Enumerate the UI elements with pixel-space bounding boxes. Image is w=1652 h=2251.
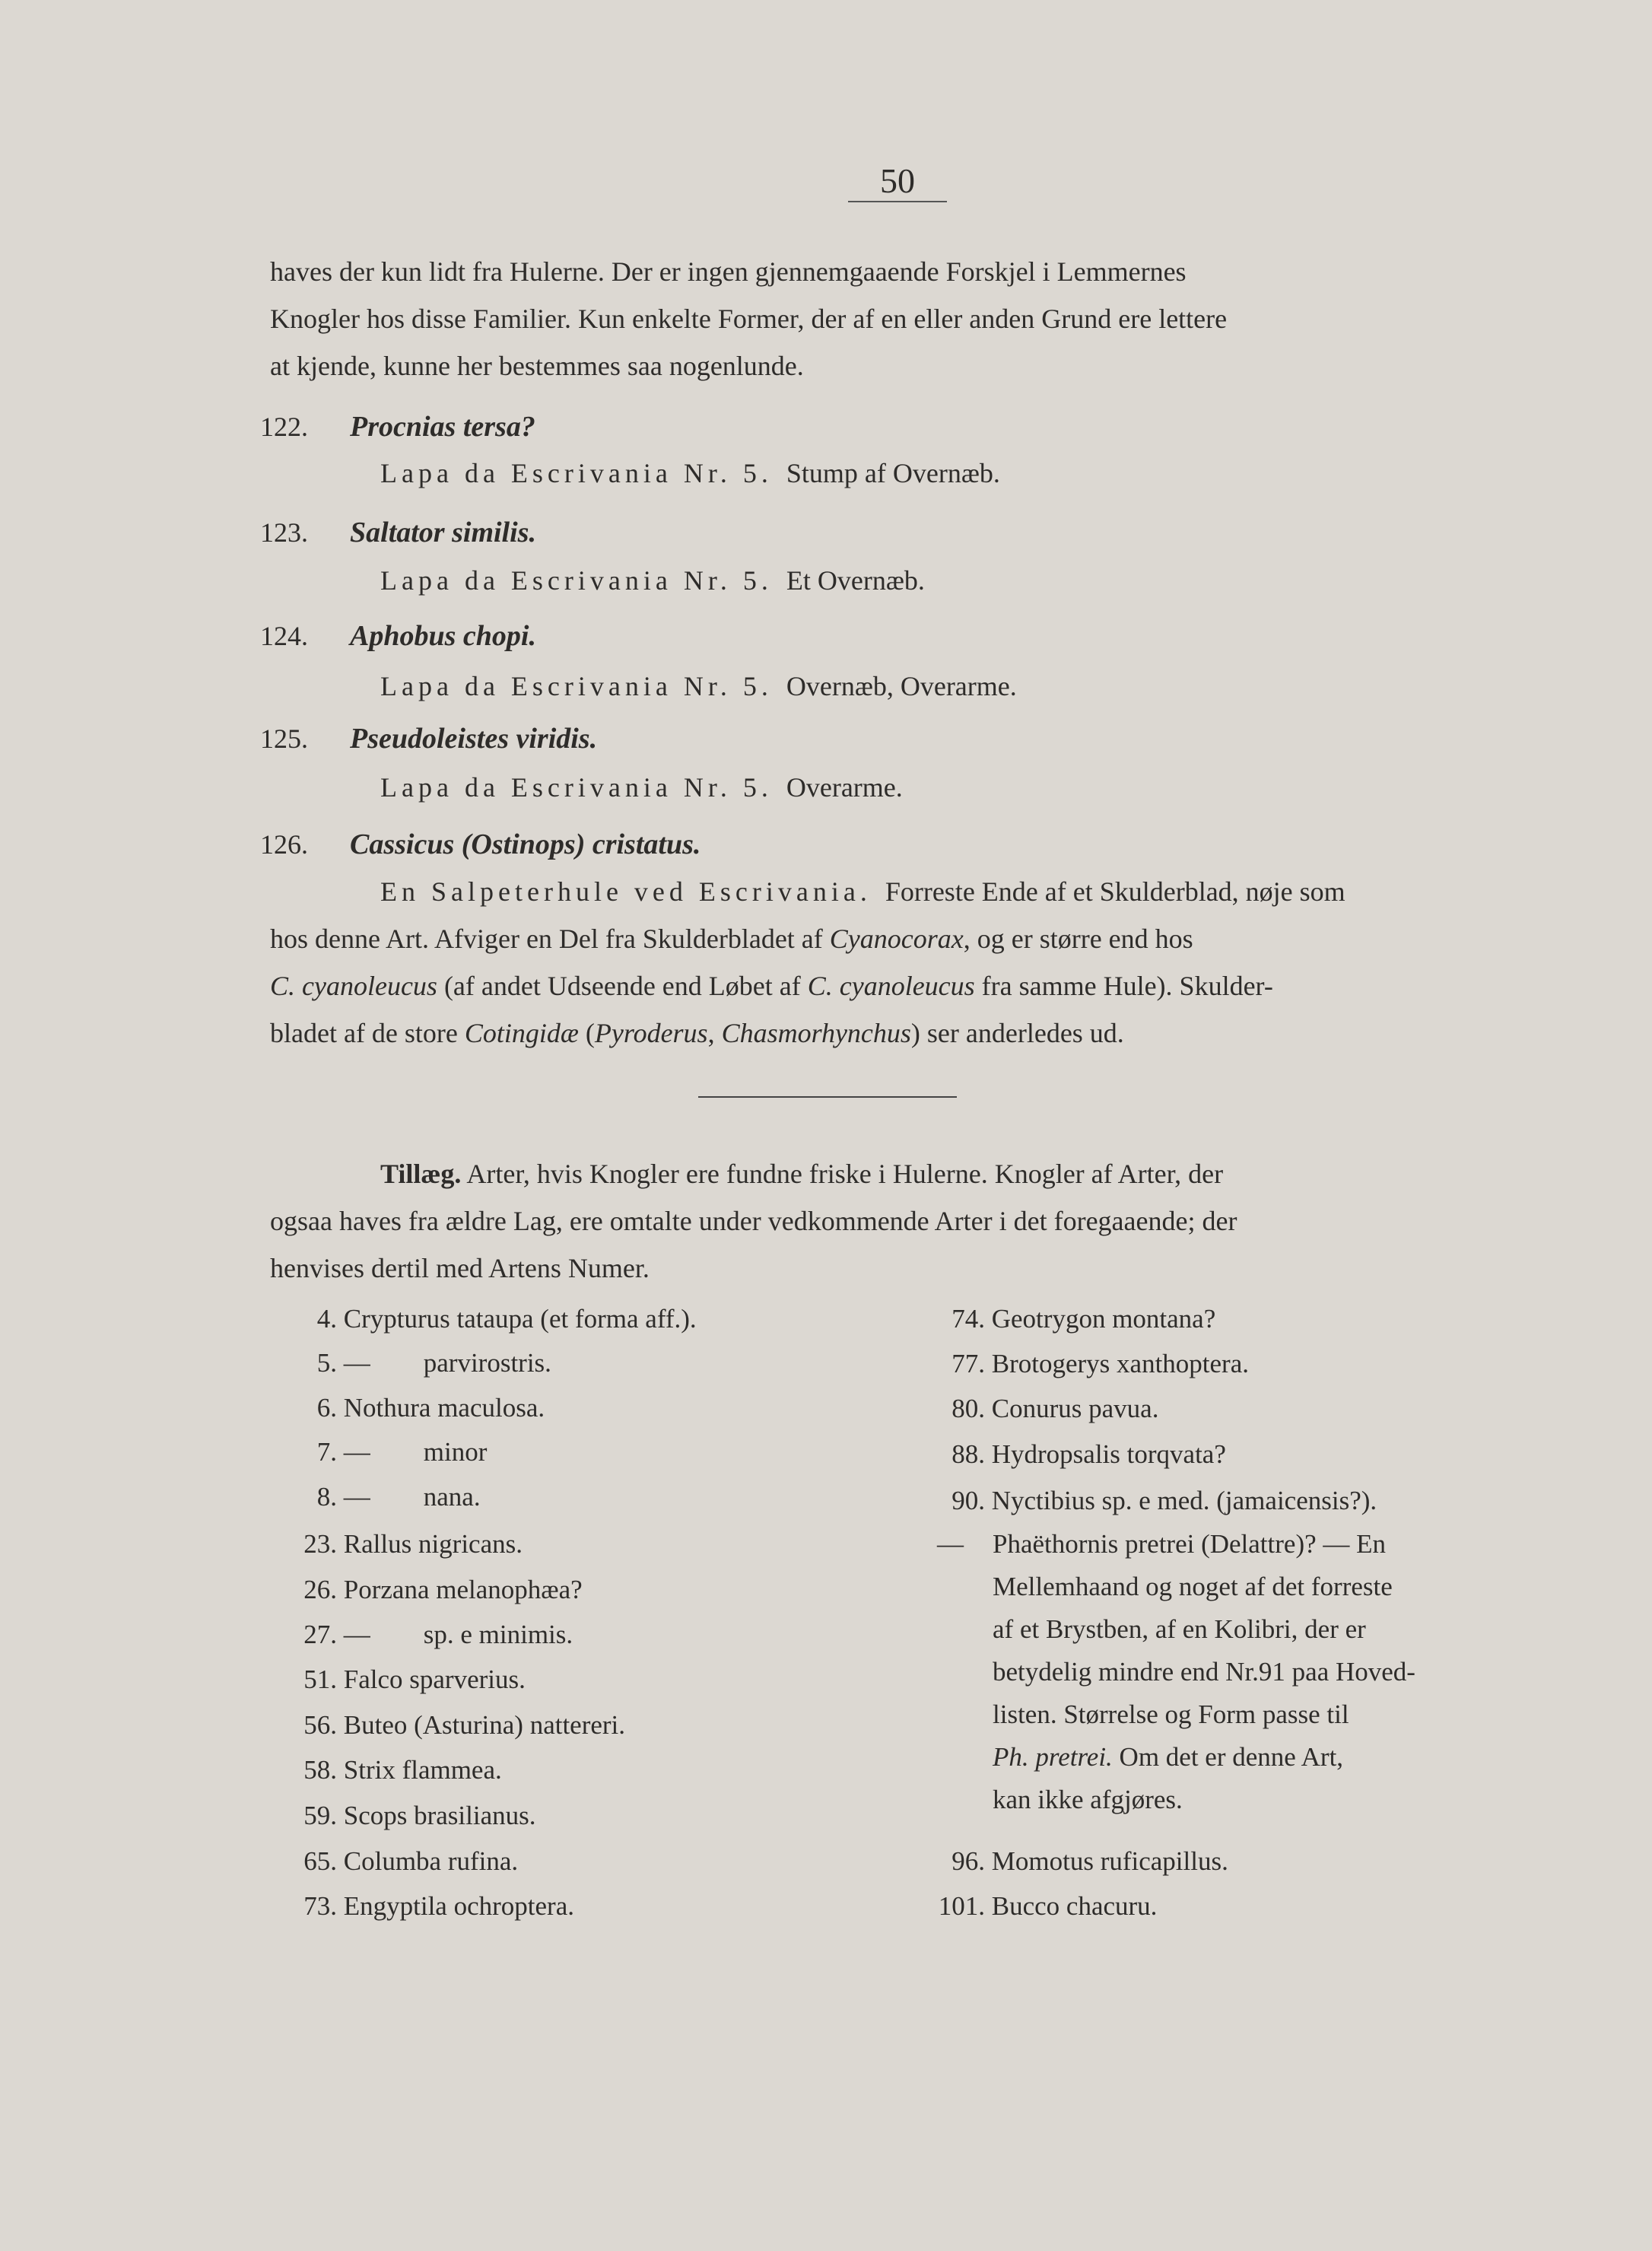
genus-name: Pyroderus (594, 1018, 708, 1048)
locality: En Salpeterhule ved Escrivania. (380, 876, 872, 907)
list-item: 80. Conurus pavua. (951, 1394, 1159, 1423)
list-item: 5. — parvirostris. (316, 1348, 551, 1378)
locality: Lapa da Escrivania Nr. 5. (380, 671, 773, 701)
entry-note (380, 666, 1017, 706)
specimen: Et Overnæb. (786, 565, 925, 596)
list-item: 58. Strix flammea. (303, 1755, 502, 1785)
entry126-text: , og er større end hos (963, 924, 1193, 954)
entry126-text: Forreste Ende af et Skulderblad, nøje som (885, 876, 1345, 907)
entry126-line (270, 1009, 1533, 1057)
specimen: Overarme. (786, 772, 903, 803)
species-name: Aphobus chopi. (350, 620, 536, 652)
note-line: kan ikke afgjøres. (993, 1785, 1183, 1814)
list-item: 101. Bucco chacuru. (938, 1891, 1158, 1921)
species-ref: C. cyanoleucus (270, 971, 437, 1001)
intro-line: haves der kun lidt fra Hulerne. Der er ingen gjennemgaaende Forskjel i Lemmernes (270, 256, 1187, 287)
list-item: 74. Geotrygon montana? (951, 1304, 1216, 1334)
subentry-dash: — (937, 1529, 964, 1559)
page-number: 50 (880, 161, 915, 200)
genus-name: Cyanocorax (829, 924, 964, 954)
locality: Lapa da Escrivania Nr. 5. (380, 458, 773, 488)
entry-number: 125. (260, 723, 308, 754)
species-ref: Ph. pretrei. (993, 1742, 1113, 1772)
species-ref: C. cyanoleucus (807, 971, 975, 1001)
entry-note (380, 453, 1000, 493)
list-item: 8. — nana. (316, 1482, 481, 1512)
list-item: 51. Falco sparverius. (303, 1664, 526, 1694)
entry-number: 126. (260, 829, 308, 860)
entry-note (380, 561, 925, 600)
family-name: Cotingidæ (464, 1018, 579, 1048)
list-item: 4. Crypturus tataupa (et forma aff.). (316, 1304, 697, 1334)
list-item: 59. Scops brasilianus. (303, 1801, 536, 1830)
list-item: 23. Rallus nigricans. (303, 1529, 523, 1559)
entry-number: 122. (260, 412, 308, 442)
list-item: 7. — minor (316, 1437, 488, 1467)
phaethornis-note (993, 1523, 1540, 1821)
tillaeg-paragraph (270, 1150, 1533, 1292)
tillaeg-line: henvises dertil med Artens Numer. (270, 1253, 650, 1283)
species-name: Procnias tersa? (350, 411, 535, 443)
entry126-line (270, 915, 1533, 962)
entry126-text: fra samme Hule). Skulder- (974, 971, 1273, 1001)
entry126-text: bladet af de store (270, 1018, 465, 1048)
list-item: 96. Momotus ruficapillus. (951, 1846, 1228, 1876)
specimen: Stump af Overnæb. (786, 458, 1000, 488)
genus-name: Chasmorhynchus (721, 1018, 911, 1048)
tillaeg-line: ogsaa haves fra ældre Lag, ere omtalte under vedkommende Arter i det foregaaende; der (270, 1206, 1237, 1236)
entry126-paragraph (270, 868, 1533, 1057)
entry126-text: , (707, 1018, 722, 1048)
intro-paragraph (270, 248, 1533, 389)
species-name: Cassicus (Ostinops) cristatus. (350, 828, 701, 860)
list-item: 90. Nyctibius sp. e med. (jamaicensis?). (951, 1486, 1377, 1515)
entry-number: 124. (260, 621, 308, 651)
specimen: Overnæb, Overarme. (786, 671, 1017, 701)
section-divider (698, 1096, 957, 1098)
note-line: betydelig mindre end Nr.91 paa Hoved- (993, 1657, 1415, 1687)
tillaeg-line (270, 1150, 1533, 1197)
note-line: Ph. pretrei. Om det er denne Art, (993, 1742, 1344, 1772)
list-item: 27. — sp. e minimis. (303, 1620, 573, 1649)
entry-number: 123. (260, 517, 308, 548)
tillaeg-heading: Tillæg. (380, 1159, 462, 1189)
species-name: Pseudoleistes viridis. (350, 723, 598, 755)
entry126-line (270, 962, 1533, 1009)
note-line: Phaëthornis pretrei (Delattre)? — En (993, 1529, 1387, 1559)
locality: Lapa da Escrivania Nr. 5. (380, 565, 773, 596)
species-name: Saltator similis. (350, 517, 536, 548)
entry126-line (270, 868, 1533, 915)
list-item: 6. Nothura maculosa. (316, 1393, 545, 1423)
list-item: 26. Porzana melanophæa? (303, 1575, 583, 1604)
list-item: 65. Columba rufina. (303, 1846, 519, 1876)
list-item: 88. Hydropsalis torqvata? (951, 1439, 1226, 1469)
locality: Lapa da Escrivania Nr. 5. (380, 772, 773, 803)
list-item: 56. Buteo (Asturina) nattereri. (303, 1710, 626, 1740)
entry126-text: hos denne Art. Afviger en Del fra Skulderbladet af (270, 924, 830, 954)
list-item: 73. Engyptila ochroptera. (303, 1891, 574, 1921)
tillaeg-text: Arter, hvis Knogler ere fundne friske i Hulerne. Knogler af Arter, der (461, 1159, 1224, 1189)
note-line: listen. Størrelse og Form passe til (993, 1699, 1349, 1729)
note-line: af et Brystben, af en Kolibri, der er (993, 1614, 1366, 1644)
entry126-text: ( (578, 1018, 595, 1048)
entry126-text: (af andet Udseende end Løbet af (437, 971, 808, 1001)
list-item: 77. Brotogerys xanthoptera. (951, 1349, 1249, 1378)
entry-note (380, 768, 903, 807)
intro-line: Knogler hos disse Familier. Kun enkelte Former, der af en eller anden Grund ere lettere (270, 304, 1228, 334)
intro-line: at kjende, kunne her bestemmes saa nogenlunde. (270, 351, 804, 381)
entry126-text: ) ser anderledes ud. (910, 1018, 1124, 1048)
page-number-rule (848, 201, 947, 202)
note-line: Mellemhaand og noget af det forreste (993, 1572, 1393, 1601)
